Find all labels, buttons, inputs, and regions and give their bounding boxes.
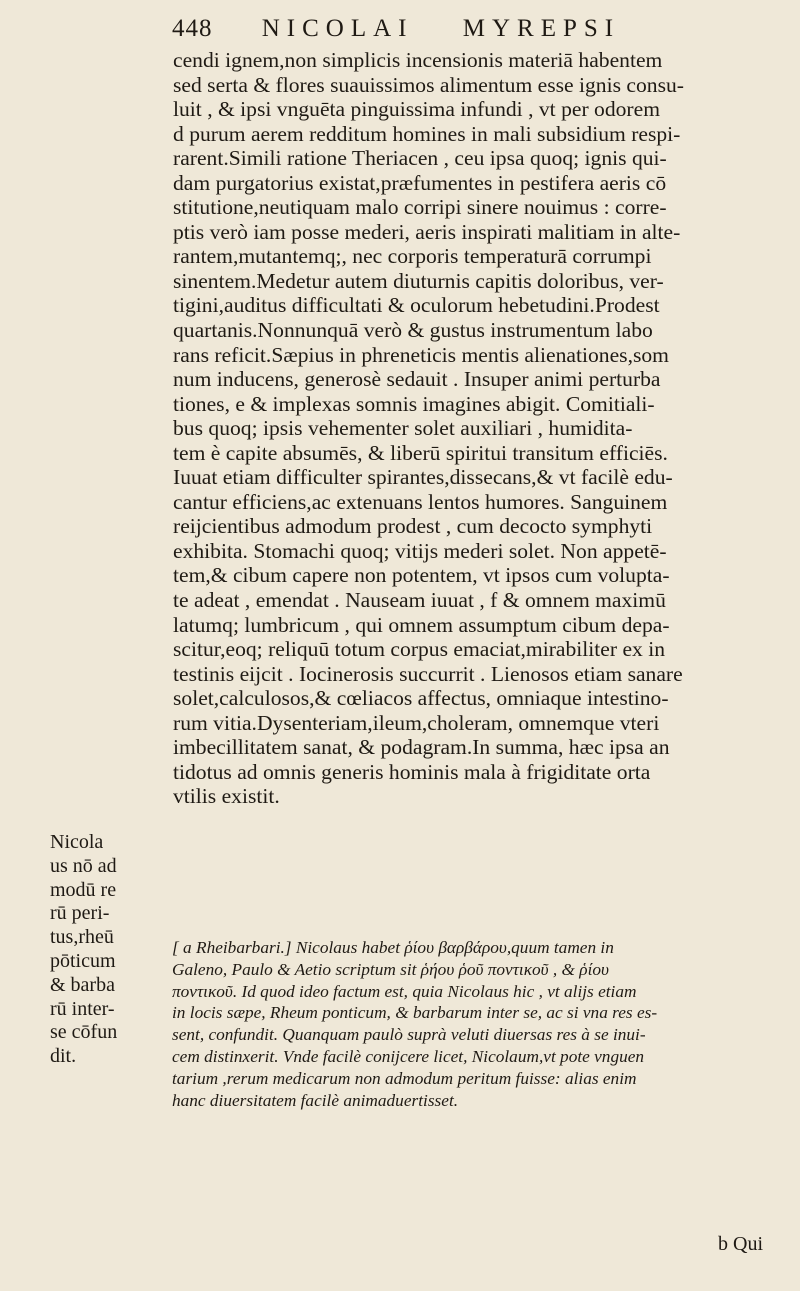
text-line: cendi ignem,non simplicis incensionis materiā habentem — [173, 48, 663, 72]
note-line: ποντικοῦ. Id quod ideo factum est, quia Nicolaus hic , vt alijs etiam — [172, 981, 637, 1001]
running-header — [172, 14, 782, 44]
margin-line: Nicola — [50, 831, 104, 853]
text-line: vtilis existit. — [173, 784, 280, 809]
note-line: sent, confundit. Quanquam paulò suprà veluti diuersas res à se inui- — [172, 1025, 646, 1045]
marginal-note — [50, 831, 170, 1069]
margin-line: us nō ad — [50, 854, 117, 877]
margin-line: modū re — [50, 878, 117, 901]
text-line: rantem,mutantemq;, nec corporis temperaturā corrumpi — [173, 244, 652, 269]
margin-line: tus,rheū — [50, 926, 114, 949]
text-line: Iuuat etiam difficulter spirantes,dissecans,& vt facilè edu- — [173, 465, 673, 490]
text-line: reijcientibus admodum prodest , cum decocto symphyti — [173, 514, 653, 539]
text-line: quartanis.Nonnunquā verò & gustus instrumentum labo — [173, 318, 653, 343]
header-author: NICOLAI — [261, 15, 414, 42]
text-line: rans reficit.Sæpius in phreneticis mentis alienationes,som — [173, 342, 669, 367]
note-line: tarium ,rerum medicarum non admodum peritum fuisse: alias enim — [172, 1068, 637, 1088]
text-line: tidotus ad omnis generis hominis mala à frigiditate orta — [173, 759, 651, 784]
text-line: bus quoq; ipsis vehementer solet auxiliari , humidita- — [173, 416, 633, 441]
text-line: solet,calculosos,& cœliacos affectus, omniaque intestino- — [173, 686, 669, 711]
text-line: tem,& cibum capere non potentem, vt ipsos cum volupta- — [173, 563, 670, 588]
text-line: cantur efficiens,ac extenuans lentos humores. Sanguinem — [173, 489, 668, 514]
text-line: exhibita. Stomachi quoq; vitijs mederi solet. Non appetē- — [173, 538, 667, 563]
text-line: rum vitia.Dysenteriam,ileum,choleram, omnemque vteri — [173, 710, 660, 735]
margin-line: pōticum — [50, 949, 116, 972]
note-line: in locis sæpe, Rheum ponticum, & barbarum inter se, ac si vna res es- — [172, 1003, 658, 1023]
annotation-block — [172, 937, 792, 1111]
text-line: sed serta & flores suauissimos alimentum esse ignis consu- — [173, 72, 684, 97]
text-line: tigini,auditus difficultati & oculorum hebetudini.Prodest — [173, 293, 660, 318]
text-line: sinentem.Medetur autem diuturnis capitis doloribus, ver- — [173, 268, 664, 293]
text-line: dam purgatorius existat,præfumentes in pestifera aeris cō — [173, 170, 667, 195]
note-line: [ a Rheibarbari.] Nicolaus habet ῥίου βαρβάρου,quum tamen in — [172, 938, 614, 957]
text-line: testinis eijcit . Iocinerosis succurrit . Lienosos etiam sanare — [173, 661, 683, 686]
text-line: tem è capite absumēs, & liberū spiritui transitum efficiēs. — [173, 440, 668, 465]
text-line: rarent.Simili ratione Theriacen , ceu ipsa quoq; ignis qui- — [173, 146, 667, 171]
margin-line: rū inter- — [50, 997, 115, 1020]
note-line: Galeno, Paulo & Aetio scriptum sit ῥήου ῥοῦ ποντικοῦ , & ῥίου — [172, 959, 609, 979]
text-line: num inducens, generosè sedauit . Insuper animi perturba — [173, 367, 661, 392]
main-text — [173, 48, 788, 809]
margin-line: se cōfun — [50, 1021, 118, 1044]
page-number: 448 — [172, 15, 213, 42]
text-line: scitur,eoq; reliquū totum corpus emaciat,mirabiliter ex in — [173, 637, 666, 662]
note-line: cem distinxerit. Vnde facilè conijcere licet, Nicolaum,vt pote vnguen — [172, 1046, 645, 1066]
text-line: tiones, e & implexas somnis imagines abigit. Comitiali- — [173, 391, 655, 416]
note-line: hanc diuersitatem facilè animaduertisset. — [172, 1090, 459, 1110]
catchword: b Qui — [718, 1233, 763, 1255]
text-line: stitutione,neutiquam malo corripi sinere nouimus : corre- — [173, 195, 667, 220]
text-line: d purum aerem redditum homines in mali subsidium respi- — [173, 121, 681, 146]
margin-line: dit. — [50, 1045, 77, 1068]
margin-line: & barba — [50, 973, 115, 996]
margin-line: rū peri- — [50, 902, 110, 925]
text-line: te adeat , emendat . Nauseam iuuat , f & omnem maximū — [173, 588, 666, 613]
text-line: imbecillitatem sanat, & podagram.In summa, hæc ipsa an — [173, 735, 670, 760]
text-line: ptis verò iam posse mederi, aeris inspirati malitiam in alte- — [173, 219, 681, 244]
text-line: luit , & ipsi vnguēta pinguissima infundi , vt per odorem — [173, 97, 661, 122]
header-title: MYREPSI — [462, 15, 621, 42]
text-line: latumq; lumbricum , qui omnem assumptum cibum depa- — [173, 612, 670, 637]
